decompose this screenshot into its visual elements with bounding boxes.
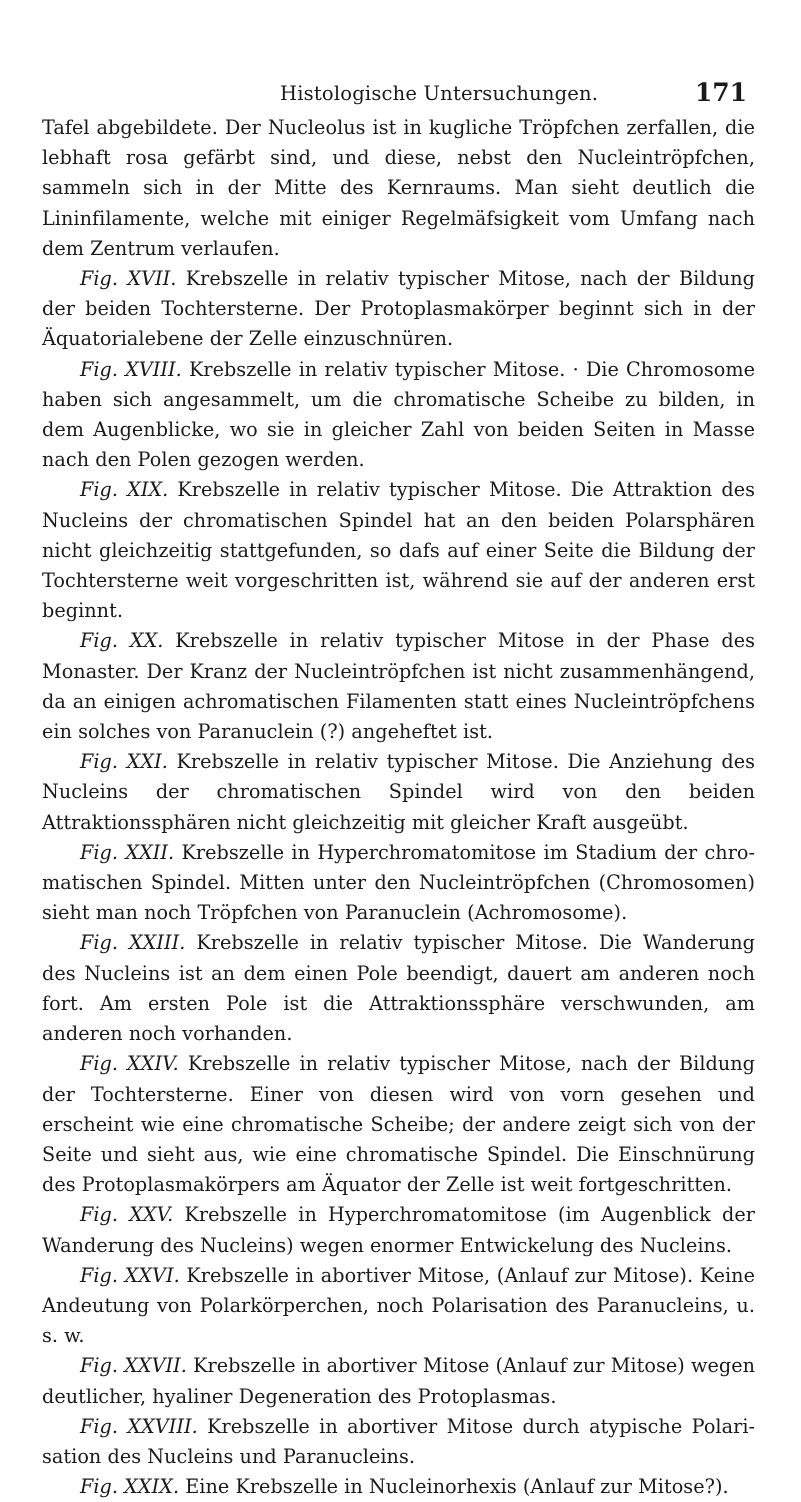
- paragraph: [42, 1472, 755, 1502]
- figure-label: Fig. XXII.: [80, 840, 175, 864]
- paragraph-text: Krebszelle in relativ typischer Mitose, nach der Bildung der Tochtersterne. Einer von diesen wird von vorn gesehen und erscheint wie eine chromatische Scheibe; der andere zeigt sich von der Seite und sieht aus, wie eine chromatische Spindel. Die Einschnürung des Protoplasmakörpers am Äquator der Zelle ist weit fortgeschritten.: [42, 1052, 755, 1197]
- figure-label: Fig. XVIII.: [80, 357, 182, 381]
- paragraph: [42, 838, 755, 929]
- paragraph-text: Eine Krebszelle in Nucleinorhexis (Anlauf zur Mitose?).: [179, 1475, 729, 1499]
- figure-label: Fig. XXIII.: [80, 931, 186, 955]
- paragraph-text: Krebszelle in abortiver Mitose (Anlauf zur Mitose) wegen deutlicher, hyaliner Degeneration des Protoplasmas.: [42, 1354, 756, 1408]
- paragraph: [42, 1200, 755, 1260]
- paragraph-text: Krebszelle in relativ typischer Mitose. Die Wanderung des Nucleins ist an dem einen Pole beendigt, dauert am anderen noch fort. Am ersten Pole ist die Attraktionssphäre verschwunden, am anderen noch vorhanden.: [42, 931, 755, 1046]
- paragraph-text: Krebszelle in relativ typischer Mitose. Die Attraktion des Nucleins der chromatischen Spindel hat an den beiden Polarsphären nicht gleichzeitig stattgefunden, so dafs auf einer Seite die Bildung der Tochtersterne weit vorgeschritten ist, während sie auf der anderen erst beginnt.: [42, 478, 756, 623]
- paragraph-text: Krebszelle in abortiver Mitose durch atypische Polarisation des Nucleins und Paranucleins.: [42, 1414, 755, 1468]
- paragraph: [42, 113, 755, 264]
- paragraph: [42, 355, 755, 476]
- paragraph-text: Krebszelle in relativ typischer Mitose in der Phase des Monaster. Der Kranz der Nucleintröpfchen ist nicht zusammenhängend, da an einigen achromatischen Filamenten statt eines Nucleintröpfchens ein solches von Paranuclein (?) angeheftet ist.: [42, 629, 756, 744]
- paragraph-text: Krebszelle in abortiver Mitose, (Anlauf zur Mitose). Keine Andeutung von Polarkörperchen, noch Polarisation des Paranucleins, u. s. w.: [42, 1263, 755, 1348]
- body-text: [42, 113, 755, 1502]
- paragraph: [42, 1049, 755, 1200]
- figure-label: Fig. XXVI.: [80, 1263, 180, 1287]
- figure-label: Fig. XXIX.: [80, 1475, 180, 1499]
- paragraph-text: Tafel abgebildete. Der Nucleolus ist in kugliche Tröpfchen zerfallen, die lebhaft rosa gefärbt sind, und diese, nebst den Nucleintröpfchen, sammeln sich in der Mitte des Kernraums. Man sieht deutlich die Lininfilamente, welche mit einiger Regelmäfsigkeit vom Umfang nach dem Zentrum verlaufen.: [42, 116, 755, 260]
- figure-label: Fig. XX.: [80, 629, 164, 653]
- paragraph: [42, 626, 755, 747]
- running-title: Histologische Untersuchungen.: [280, 82, 599, 105]
- paragraph-text: Krebszelle in relativ typischer Mitose. Die Anziehung des Nucleins der chromatischen Spindel wird von den beiden Attraktionssphären nicht gleichzeitig mit gleicher Kraft ausgeübt.: [42, 750, 755, 834]
- figure-label: Fig. XXVIII.: [80, 1414, 198, 1438]
- paragraph: [42, 747, 755, 838]
- figure-label: Fig. XXIV.: [80, 1052, 179, 1076]
- figure-label: Fig. XXI.: [80, 750, 168, 774]
- figure-label: Fig. XXV.: [80, 1203, 174, 1227]
- figure-label: Fig. XXVII.: [80, 1354, 187, 1378]
- paragraph: [42, 1261, 755, 1352]
- paragraph: [42, 1412, 755, 1472]
- paragraph: [42, 1351, 755, 1411]
- figure-label: Fig. XVII.: [80, 267, 177, 291]
- paragraph-text: Krebszelle in relativ typischer Mitose. · Die Chromosome haben sich angesammelt, um die chromatische Scheibe zu bilden, in dem Augenblicke, wo sie in gleicher Zahl von beiden Seiten in Masse nach den Polen gezogen werden.: [42, 357, 755, 472]
- figure-label: Fig. XIX.: [80, 478, 169, 502]
- paragraph-text: Krebszelle in Hyperchromatomitose im Stadium der chromatischen Spindel. Mitten unter den Nucleintröpfchen (Chromosomen) sieht man noch Tröpfchen von Paranuclein (Achromosome).: [42, 840, 755, 925]
- paragraph: [42, 264, 755, 355]
- paragraph: [42, 475, 755, 626]
- book-page: [42, 0, 756, 1499]
- page-number: 171: [694, 78, 747, 107]
- paragraph-text: Krebszelle in relativ typischer Mitose, nach der Bildung der beiden Tochtersterne. Der Protoplasmakörper beginnt sich in der Äquatorialebene der Zelle einzuschnüren.: [42, 267, 755, 351]
- paragraph-text: Krebszelle in Hyperchromatomitose (im Augenblick der Wanderung des Nucleins) wegen enormer Entwickelung des Nucleins.: [42, 1203, 755, 1257]
- paragraph: [42, 928, 755, 1049]
